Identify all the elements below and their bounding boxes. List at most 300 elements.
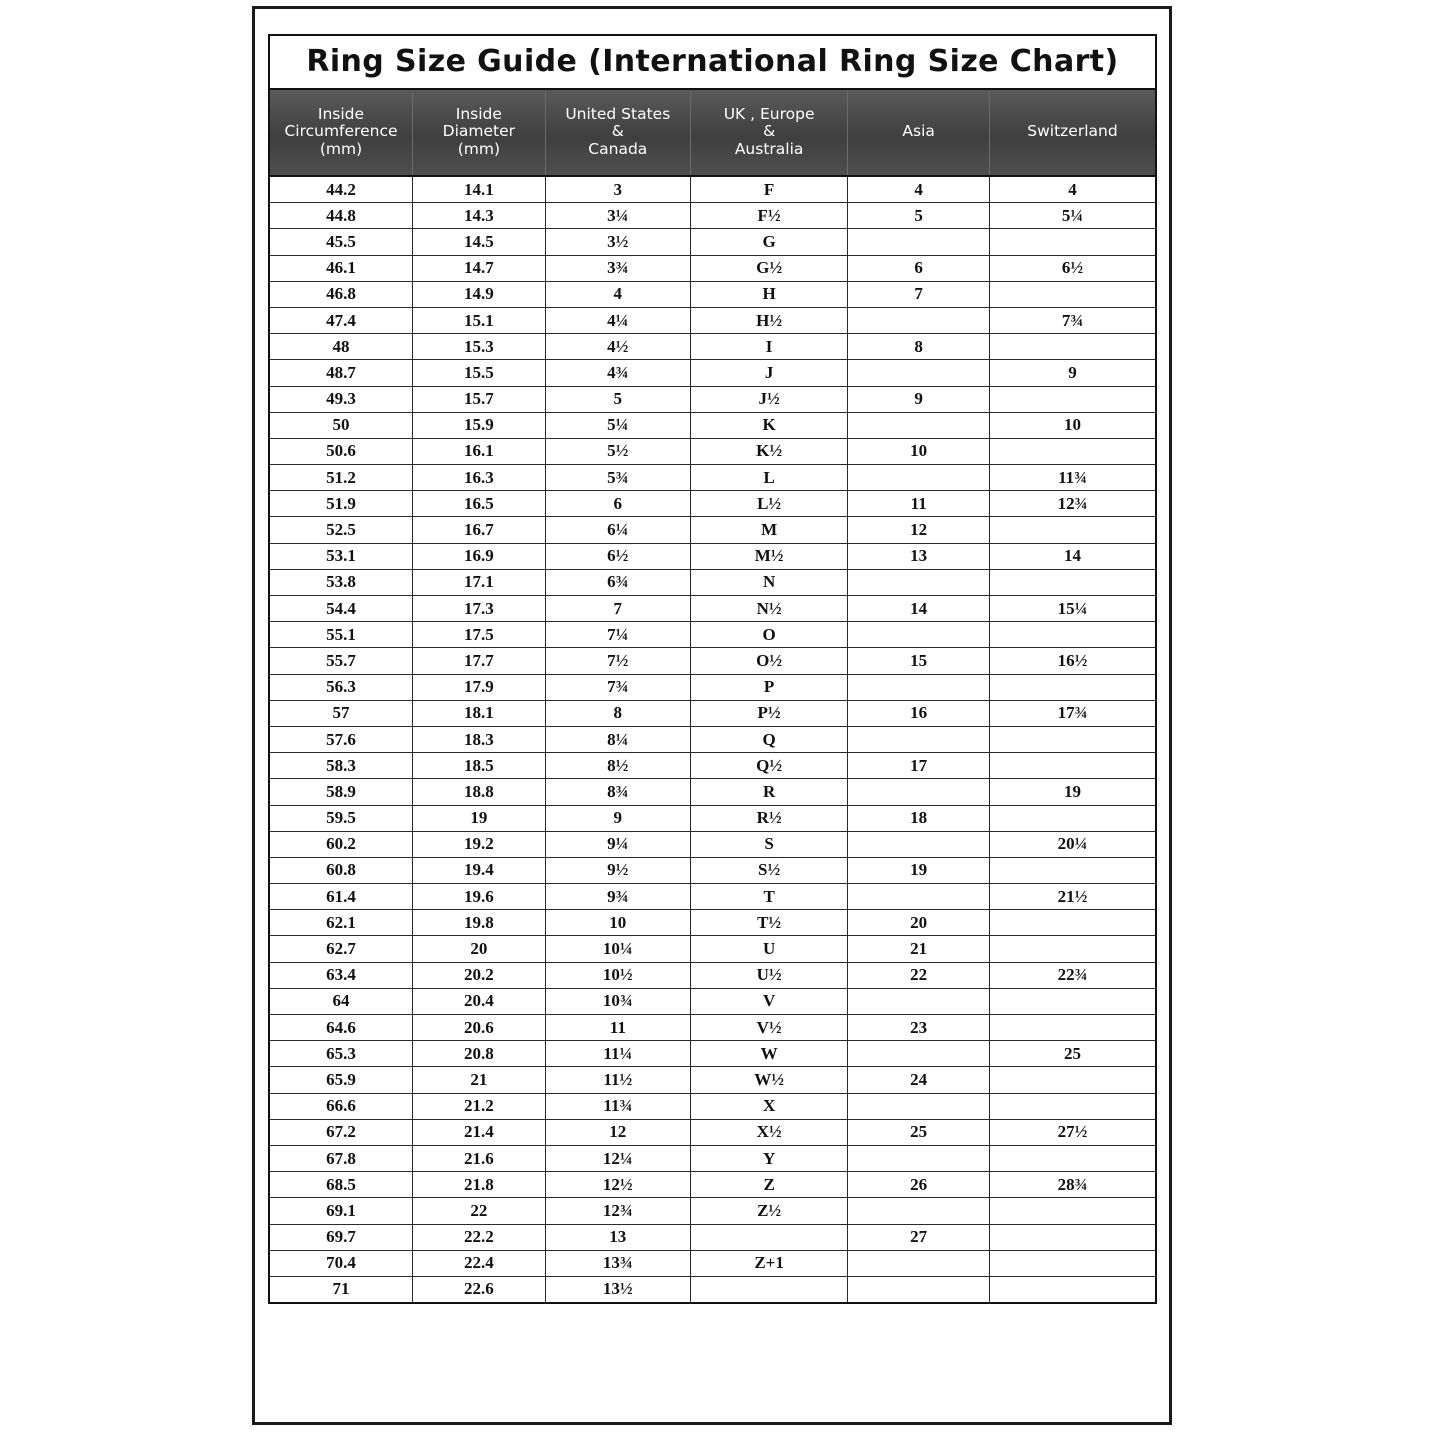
table-cell: 26 [848,1172,990,1198]
table-cell: 21.6 [412,1145,545,1171]
table-cell: 7¾ [545,674,690,700]
table-cell: 12 [545,1119,690,1145]
table-cell: 9¾ [545,884,690,910]
table-row [270,491,1155,517]
table-cell: O [690,622,848,648]
table-cell: 4¼ [545,307,690,333]
column-header [989,90,1155,176]
column-header [412,90,545,176]
table-cell: H [690,281,848,307]
table-row [270,962,1155,988]
table-cell: 19.2 [412,831,545,857]
table-cell: P½ [690,700,848,726]
column-header [690,90,848,176]
ring-size-chart [268,34,1157,1304]
table-row [270,543,1155,569]
table-cell: 3¼ [545,203,690,229]
table-cell: 16 [848,700,990,726]
column-header-line: Diameter [442,122,516,141]
column-header-line: (mm) [457,139,500,158]
table-cell [989,726,1155,752]
table-cell: 8 [848,334,990,360]
table-cell [989,281,1155,307]
table-cell: 50.6 [270,438,412,464]
table-cell: 61.4 [270,884,412,910]
table-cell: 3 [545,176,690,203]
table-cell: 6½ [545,543,690,569]
table-cell: 22 [412,1198,545,1224]
table-cell: 51.9 [270,491,412,517]
table-row [270,910,1155,936]
table-row [270,1093,1155,1119]
table-cell: F [690,176,848,203]
table-cell: 8½ [545,753,690,779]
table-cell: K½ [690,438,848,464]
page-border-top [252,6,1172,9]
table-cell: 24 [848,1067,990,1093]
table-cell [848,360,990,386]
table-cell: 17.5 [412,622,545,648]
column-header-line: Inside [455,104,502,123]
table-cell [848,726,990,752]
table-cell [690,1224,848,1250]
table-cell: V½ [690,1015,848,1041]
table-cell: 17.7 [412,648,545,674]
table-cell: 21.2 [412,1093,545,1119]
table-cell: 46.1 [270,255,412,281]
column-header-line: Switzerland [1027,122,1118,141]
table-cell: 7¼ [545,622,690,648]
column-header [848,90,990,176]
table-cell: 66.6 [270,1093,412,1119]
table-row [270,805,1155,831]
table-cell: 22.4 [412,1250,545,1276]
table-cell: 20.2 [412,962,545,988]
table-cell: W [690,1041,848,1067]
table-cell: G½ [690,255,848,281]
column-header-line: Asia [902,122,935,141]
table-row [270,1119,1155,1145]
table-cell [989,569,1155,595]
table-cell: 57 [270,700,412,726]
table-row [270,1224,1155,1250]
table-cell: 21½ [989,884,1155,910]
table-cell [989,1250,1155,1276]
table-row [270,412,1155,438]
table-cell: R½ [690,805,848,831]
table-cell: 47.4 [270,307,412,333]
table-row [270,255,1155,281]
column-header [270,90,412,176]
table-row [270,753,1155,779]
table-cell: 12¼ [545,1145,690,1171]
table-row [270,648,1155,674]
table-cell [989,805,1155,831]
table-cell [989,517,1155,543]
table-cell: 60.2 [270,831,412,857]
table-cell: O½ [690,648,848,674]
table-row [270,779,1155,805]
table-cell: 9¼ [545,831,690,857]
table-cell: 22.2 [412,1224,545,1250]
table-cell: 59.5 [270,805,412,831]
table-cell: 5¾ [545,465,690,491]
table-cell: 10¾ [545,988,690,1014]
table-cell: 9 [545,805,690,831]
table-cell: 11½ [545,1067,690,1093]
table-cell [848,229,990,255]
table-cell: U [690,936,848,962]
table-cell: 25 [989,1041,1155,1067]
table-cell: 20¼ [989,831,1155,857]
table-cell [989,229,1155,255]
table-cell [848,412,990,438]
table-cell: 15 [848,648,990,674]
table-cell: 11¼ [545,1041,690,1067]
table-cell: 17.1 [412,569,545,595]
table-cell [989,910,1155,936]
table-cell: 27½ [989,1119,1155,1145]
table-cell [989,936,1155,962]
table-cell: 62.7 [270,936,412,962]
table-cell: 10 [989,412,1155,438]
table-cell: 18.1 [412,700,545,726]
table-cell: 9 [848,386,990,412]
table-cell: 54.4 [270,596,412,622]
table-cell [848,1198,990,1224]
table-cell: 21.4 [412,1119,545,1145]
table-cell: 11 [545,1015,690,1041]
table-cell: 15.9 [412,412,545,438]
table-cell: 19 [848,857,990,883]
table-cell: 57.6 [270,726,412,752]
table-cell: 17.9 [412,674,545,700]
table-cell: 18 [848,805,990,831]
table-cell: 14.5 [412,229,545,255]
table-cell: 21 [412,1067,545,1093]
table-cell: 28¾ [989,1172,1155,1198]
table-cell: 5 [848,203,990,229]
table-cell: 20 [848,910,990,936]
table-cell: 6¾ [545,569,690,595]
table-cell [989,1093,1155,1119]
table-cell: 64 [270,988,412,1014]
table-row [270,674,1155,700]
table-cell [848,1276,990,1302]
table-cell: J [690,360,848,386]
table-cell: Y [690,1145,848,1171]
table-cell: 15.3 [412,334,545,360]
page-border-left [252,6,255,1425]
table-cell: 17.3 [412,596,545,622]
table-cell: Q½ [690,753,848,779]
table-row [270,360,1155,386]
table-cell: 6 [545,491,690,517]
table-cell: R [690,779,848,805]
table-cell: 20.6 [412,1015,545,1041]
table-cell: 71 [270,1276,412,1302]
table-cell: F½ [690,203,848,229]
table-cell [989,857,1155,883]
page-title: Ring Size Guide (International Ring Size Chart) [270,36,1155,90]
table-cell: 10 [848,438,990,464]
table-row [270,1172,1155,1198]
table-cell: 44.8 [270,203,412,229]
table-cell: 15.1 [412,307,545,333]
table-cell [848,307,990,333]
table-cell: 58.9 [270,779,412,805]
table-cell: 16.9 [412,543,545,569]
table-cell: 8 [545,700,690,726]
table-cell: Q [690,726,848,752]
table-row [270,988,1155,1014]
table-cell: 11¾ [545,1093,690,1119]
table-cell: S [690,831,848,857]
table-cell: 46.8 [270,281,412,307]
table-cell: 22.6 [412,1276,545,1302]
table-header-row [270,90,1155,176]
table-cell: 13¾ [545,1250,690,1276]
table-cell: 12 [848,517,990,543]
table-row [270,857,1155,883]
table-cell [848,674,990,700]
ring-size-table [270,90,1155,1302]
table-cell: 19.4 [412,857,545,883]
table-cell: 5¼ [545,412,690,438]
table-cell: 52.5 [270,517,412,543]
table-cell: L [690,465,848,491]
table-cell: 22¾ [989,962,1155,988]
table-row [270,1198,1155,1224]
table-cell: 70.4 [270,1250,412,1276]
table-cell: 21 [848,936,990,962]
table-cell: 14 [989,543,1155,569]
table-cell: 18.3 [412,726,545,752]
table-cell: W½ [690,1067,848,1093]
table-row [270,1145,1155,1171]
table-cell: 19 [412,805,545,831]
table-cell: 27 [848,1224,990,1250]
table-cell: P [690,674,848,700]
table-cell: 14.7 [412,255,545,281]
table-cell: K [690,412,848,438]
table-cell [989,386,1155,412]
table-cell: 5½ [545,438,690,464]
table-cell: 9 [989,360,1155,386]
table-cell: 58.3 [270,753,412,779]
table-cell: 12¾ [545,1198,690,1224]
table-cell: 17 [848,753,990,779]
table-row [270,884,1155,910]
table-cell: 7 [545,596,690,622]
table-cell: Z½ [690,1198,848,1224]
page-border-right [1169,6,1172,1425]
table-cell: 13 [848,543,990,569]
table-row [270,438,1155,464]
table-cell [848,831,990,857]
table-cell: 14.9 [412,281,545,307]
table-row [270,386,1155,412]
table-cell: 21.8 [412,1172,545,1198]
table-row [270,936,1155,962]
table-cell: X [690,1093,848,1119]
table-cell: 65.9 [270,1067,412,1093]
table-cell: N [690,569,848,595]
table-cell: Z [690,1172,848,1198]
table-row [270,596,1155,622]
table-cell: 5¼ [989,203,1155,229]
table-row [270,465,1155,491]
table-cell: 25 [848,1119,990,1145]
table-row [270,700,1155,726]
table-row [270,726,1155,752]
page-border-bottom [252,1422,1172,1425]
table-row [270,569,1155,595]
table-cell: 11 [848,491,990,517]
table-cell: 56.3 [270,674,412,700]
table-cell: N½ [690,596,848,622]
table-cell: 60.8 [270,857,412,883]
table-cell: 69.7 [270,1224,412,1250]
table-cell: G [690,229,848,255]
table-cell: 69.1 [270,1198,412,1224]
table-cell [989,1015,1155,1041]
table-cell: 45.5 [270,229,412,255]
column-header-line: (mm) [319,139,363,158]
table-body [270,176,1155,1302]
table-cell [989,753,1155,779]
table-row [270,307,1155,333]
table-cell: 68.5 [270,1172,412,1198]
table-row [270,1041,1155,1067]
table-cell: 8¼ [545,726,690,752]
table-cell: 6 [848,255,990,281]
table-cell: 49.3 [270,386,412,412]
table-cell: 16.5 [412,491,545,517]
column-header-line: Circumference [284,122,398,141]
table-cell: M [690,517,848,543]
table-cell: 53.8 [270,569,412,595]
table-row [270,281,1155,307]
table-cell [848,622,990,648]
table-cell [848,465,990,491]
table-cell: 10¼ [545,936,690,962]
table-cell: 16.1 [412,438,545,464]
table-cell: T [690,884,848,910]
column-header-line: Inside [317,104,365,123]
column-header-line: Australia [734,139,804,158]
table-cell [989,674,1155,700]
table-cell: 6¼ [545,517,690,543]
table-row [270,1067,1155,1093]
table-cell: 10 [545,910,690,936]
table-cell: 3¾ [545,255,690,281]
table-header [270,90,1155,176]
table-cell [989,1198,1155,1224]
table-cell: 12½ [545,1172,690,1198]
table-cell: 5 [545,386,690,412]
table-row [270,1276,1155,1302]
table-row [270,1250,1155,1276]
table-cell [989,622,1155,648]
table-cell [848,1250,990,1276]
table-cell: 67.2 [270,1119,412,1145]
table-cell: 15.7 [412,386,545,412]
table-row [270,517,1155,543]
table-cell: 51.2 [270,465,412,491]
table-cell: Z+1 [690,1250,848,1276]
table-cell: 4 [848,176,990,203]
table-row [270,334,1155,360]
table-cell: 19.8 [412,910,545,936]
table-cell: 13 [545,1224,690,1250]
table-cell: 10½ [545,962,690,988]
table-cell: 8¾ [545,779,690,805]
table-cell: 14 [848,596,990,622]
table-cell: 6½ [989,255,1155,281]
table-cell: 48.7 [270,360,412,386]
table-cell [848,1145,990,1171]
table-cell: 16.3 [412,465,545,491]
table-cell: 65.3 [270,1041,412,1067]
table-cell: 15.5 [412,360,545,386]
column-header-line: & [611,122,624,141]
table-cell: 4 [989,176,1155,203]
table-cell [989,1067,1155,1093]
table-cell [989,1224,1155,1250]
table-cell: 17¾ [989,700,1155,726]
table-row [270,831,1155,857]
column-header-line: & [763,122,776,141]
table-cell: H½ [690,307,848,333]
table-cell: 16½ [989,648,1155,674]
table-cell: S½ [690,857,848,883]
table-cell: 67.8 [270,1145,412,1171]
table-cell: 4½ [545,334,690,360]
table-cell: 18.8 [412,779,545,805]
column-header-line: Canada [588,139,648,158]
table-row [270,229,1155,255]
table-cell: 7 [848,281,990,307]
table-cell [989,334,1155,360]
table-cell: U½ [690,962,848,988]
table-cell: 20.4 [412,988,545,1014]
table-cell: 55.1 [270,622,412,648]
table-cell: M½ [690,543,848,569]
table-cell: V [690,988,848,1014]
table-cell: 7½ [545,648,690,674]
table-cell: 48 [270,334,412,360]
table-cell: L½ [690,491,848,517]
column-header-line: UK , Europe [723,104,815,123]
column-header-line: United States [565,104,671,123]
table-cell [848,779,990,805]
table-cell: 4 [545,281,690,307]
table-cell: 23 [848,1015,990,1041]
table-cell [989,1145,1155,1171]
table-cell: 14.1 [412,176,545,203]
table-cell: 19 [989,779,1155,805]
table-cell: 4¾ [545,360,690,386]
table-cell: 14.3 [412,203,545,229]
table-cell: 44.2 [270,176,412,203]
table-cell [848,569,990,595]
table-cell [848,1041,990,1067]
table-cell [989,988,1155,1014]
table-cell [848,884,990,910]
table-cell: 16.7 [412,517,545,543]
table-cell: 3½ [545,229,690,255]
